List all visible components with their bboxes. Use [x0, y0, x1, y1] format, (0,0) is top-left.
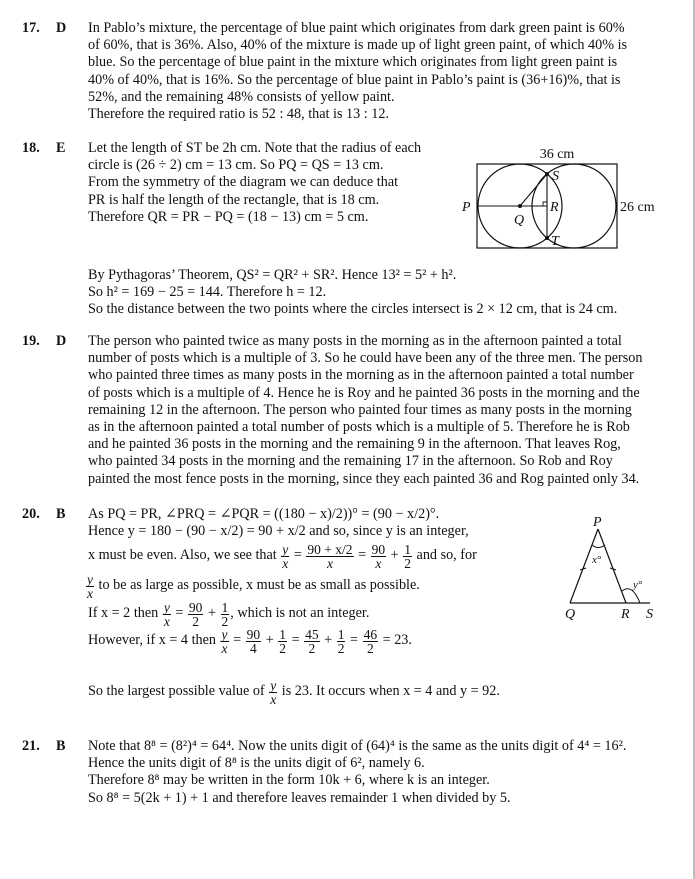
text-line: circle is (26 ÷ 2) cm = 13 cm. So PQ = QS = 13 cm. [88, 157, 384, 174]
denominator: x [221, 640, 228, 656]
fraction-90-over-x [371, 543, 387, 570]
denominator: 2 [192, 613, 200, 629]
text-line: Hence y = 180 − (90 − x/2) = 90 + x/2 and so, since y is an integer, [88, 523, 469, 540]
text-line: So the distance between the two points where the circles intersect is 2 × 12 cm, that is 24 cm. [88, 301, 618, 318]
label-t: T [551, 234, 559, 249]
angle-y-label: y° [633, 579, 643, 591]
solution-text [88, 333, 643, 488]
fraction-90-plus-x2-over-x [306, 543, 353, 570]
numerator: 90 [188, 599, 203, 615]
text-line: PR is half the length of the rectangle, that is 18 cm. [88, 191, 380, 208]
numerator: y [282, 541, 289, 557]
fraction-y-over-x [86, 573, 94, 600]
point-q [518, 204, 522, 208]
text-fragment: x must be even. Also, we see that [88, 547, 277, 564]
height-label: 26 cm [620, 200, 655, 215]
numerator: 1 [337, 626, 345, 642]
numerator: y [87, 571, 93, 587]
text-line: remaining 12 in the afternoon. The person who painted four times as many posts in the morning [88, 401, 632, 418]
answer-letter: D [56, 333, 67, 349]
text-line: number of posts which is a multiple of 3. So he could have been any of the three men. The person [88, 350, 643, 367]
numerator: y [270, 677, 277, 693]
label-p: P [462, 200, 471, 215]
text-line: of 60%, that is 36%. Also, 40% of the mixture is made up of light green paint, of which 40% is [88, 37, 628, 54]
equals-sign: = [293, 547, 302, 564]
equation-line [88, 599, 500, 629]
fraction-1-over-2 [278, 628, 287, 655]
text-line: who painted three times as many posts in the morning as in the afternoon painted a total number [88, 367, 634, 384]
equals-sign: = [175, 605, 184, 622]
text-fragment: However, if x = 4 then [88, 632, 216, 649]
denominator: x [270, 691, 277, 707]
denominator: x [282, 555, 289, 571]
text-fragment: to be as large as possible, x must be as small as possible. [98, 577, 420, 594]
answer-letter: E [56, 140, 66, 156]
numerator: 45 [305, 626, 319, 642]
denominator: 2 [337, 640, 345, 656]
text-line: Therefore 8⁸ may be written in the form 10k + 6, where k is an integer. [88, 772, 490, 789]
text-fragment: So the largest possible value of [88, 683, 265, 700]
label-p: P [593, 515, 602, 530]
numerator: 90 [246, 626, 261, 642]
question-number: 20. [22, 506, 40, 522]
numerator: 1 [279, 626, 287, 642]
text-line: By Pythagoras’ Theorem, QS² = QR² + SR². Hence 13² = 5² + h². [88, 267, 457, 283]
denominator: 2 [404, 555, 411, 571]
text-fragment: and so, for [416, 547, 477, 564]
side-pr [598, 529, 626, 603]
label-q: Q [565, 607, 576, 622]
text-line: and he painted 36 posts in the morning and the remaining 9 in the afternoon. That leaves Rog, [88, 436, 621, 453]
question-number: 18. [22, 140, 40, 156]
text-line: 52%, and the remaining 48% consists of yellow paint. [88, 88, 395, 105]
text-line: who painted 34 posts in the morning and the remaining 17 in the afternoon. So Rob and Roy [88, 453, 613, 470]
text-fragment: is 23. It occurs when x = 4 and y = 92. [281, 683, 500, 700]
point-s [545, 172, 549, 176]
solution-text [88, 140, 421, 226]
text-line: as in the afternoon painted a total number of posts which is a multiple of 5. Therefore he is Rob [88, 419, 630, 436]
text-line: Therefore QR = PR − PQ = (18 − 13) cm = 5 cm. [88, 208, 369, 225]
equals-sign: = [350, 632, 359, 649]
angle-x-arc [592, 545, 605, 548]
fraction-1-over-2 [221, 601, 230, 628]
numerator: y [163, 599, 170, 615]
numerator: 90 + x/2 [307, 541, 353, 557]
denominator: x [375, 555, 382, 571]
denominator: x [326, 555, 333, 571]
text-line: As PQ = PR, ∠PRQ = ∠PQR = ((180 − x)/2))° = (90 − x/2)°. [88, 506, 440, 522]
equals-sign: = [233, 632, 242, 649]
text-fragment: , which is not an integer. [230, 605, 370, 622]
fraction-1-over-2 [403, 543, 412, 570]
fraction-90-over-4 [246, 628, 262, 655]
fraction-46-over-2 [363, 628, 379, 655]
denominator: 2 [221, 613, 229, 629]
numerator: 46 [363, 626, 378, 642]
solution-text-continued [88, 267, 617, 319]
text-line: So 8⁸ = 5(2k + 1) + 1 and therefore leaves remainder 1 when divided by 5. [88, 789, 511, 806]
label-r: R [621, 607, 630, 622]
solution-text [88, 738, 626, 807]
width-label: 36 cm [539, 147, 575, 162]
label-s: S [646, 607, 653, 622]
text-line: of posts which is a multiple of 4. Hence he is Roy and he painted 36 posts in the morning and the [88, 384, 640, 401]
plus-sign: + [390, 547, 399, 564]
question-number: 19. [22, 333, 40, 349]
triangle-diagram [550, 505, 690, 625]
question-number: 21. [22, 738, 40, 754]
text-line: Therefore the required ratio is 52 : 48, that is 13 : 12. [88, 106, 390, 123]
text-line: Let the length of ST be 2h cm. Note that the radius of each [88, 140, 422, 156]
fraction-y-over-x [281, 543, 289, 570]
text-line: So h² = 169 − 25 = 144. Therefore h = 12. [88, 284, 327, 301]
point-t [545, 236, 549, 240]
denominator: 4 [250, 640, 257, 656]
denominator: x [87, 585, 93, 601]
fraction-90-over-2 [188, 601, 204, 628]
answer-letter: B [56, 506, 66, 522]
fraction-y-over-x [163, 601, 171, 628]
equation-line [88, 540, 500, 570]
circles-rectangle-diagram [450, 140, 690, 255]
numerator: 1 [221, 599, 229, 615]
equation-line [85, 570, 500, 600]
right-angle-mark [543, 202, 547, 206]
segment-qs [520, 174, 547, 206]
equals-sign: = [358, 547, 367, 564]
numerator: 1 [404, 541, 411, 557]
plus-sign: + [265, 632, 274, 649]
denominator: x [163, 613, 170, 629]
text-line: In Pablo’s mixture, the percentage of blue paint which originates from dark green paint is 60% [88, 20, 625, 36]
fraction-y-over-x [269, 679, 277, 706]
numerator: 90 [371, 541, 386, 557]
text-line: 40% of 40%, that is 16%. So the percentage of blue paint in Pablo’s paint is (36+16)%, that is [88, 71, 621, 88]
plus-sign: + [324, 632, 333, 649]
solution-text [88, 506, 500, 706]
fraction-1-over-2 [337, 628, 346, 655]
answer-letter: D [56, 20, 67, 36]
denominator: 2 [366, 640, 374, 656]
label-s: S [552, 169, 559, 184]
angle-x-label: x° [592, 554, 602, 566]
side-pq [570, 529, 598, 603]
solution-text [88, 20, 627, 123]
fraction-45-over-2 [304, 628, 320, 655]
denominator: 2 [279, 640, 287, 656]
label-r: R [550, 200, 559, 215]
plus-sign: + [207, 605, 216, 622]
question-number: 17. [22, 20, 40, 36]
text-line: From the symmetry of the diagram we can deduce that [88, 174, 399, 191]
text-fragment: If x = 2 then [88, 605, 159, 622]
equation-line [88, 676, 500, 706]
text-line: painted the most fence posts in the morning, since they each painted 36 and Rog painted only 34. [88, 470, 640, 487]
equation-line [88, 626, 500, 654]
equals-sign: = [291, 632, 300, 649]
text-line: The person who painted twice as many posts in the morning as in the afternoon painted a total [88, 333, 622, 349]
denominator: 2 [308, 640, 316, 656]
label-q: Q [514, 213, 525, 228]
fraction-y-over-x [221, 628, 229, 655]
text-line: Note that 8⁸ = (8²)⁴ = 64⁴. Now the units digit of (64)⁴ is the same as the units digit of 4⁴ = 16². [88, 738, 627, 754]
text-line: Hence the units digit of 8⁸ is the units digit of 6², namely 6. [88, 755, 425, 772]
text-fragment: = 23. [382, 632, 412, 649]
answer-letter: B [56, 738, 66, 754]
numerator: y [221, 626, 228, 642]
text-line: blue. So the percentage of blue paint in the mixture which originates from light green paint is [88, 54, 618, 71]
